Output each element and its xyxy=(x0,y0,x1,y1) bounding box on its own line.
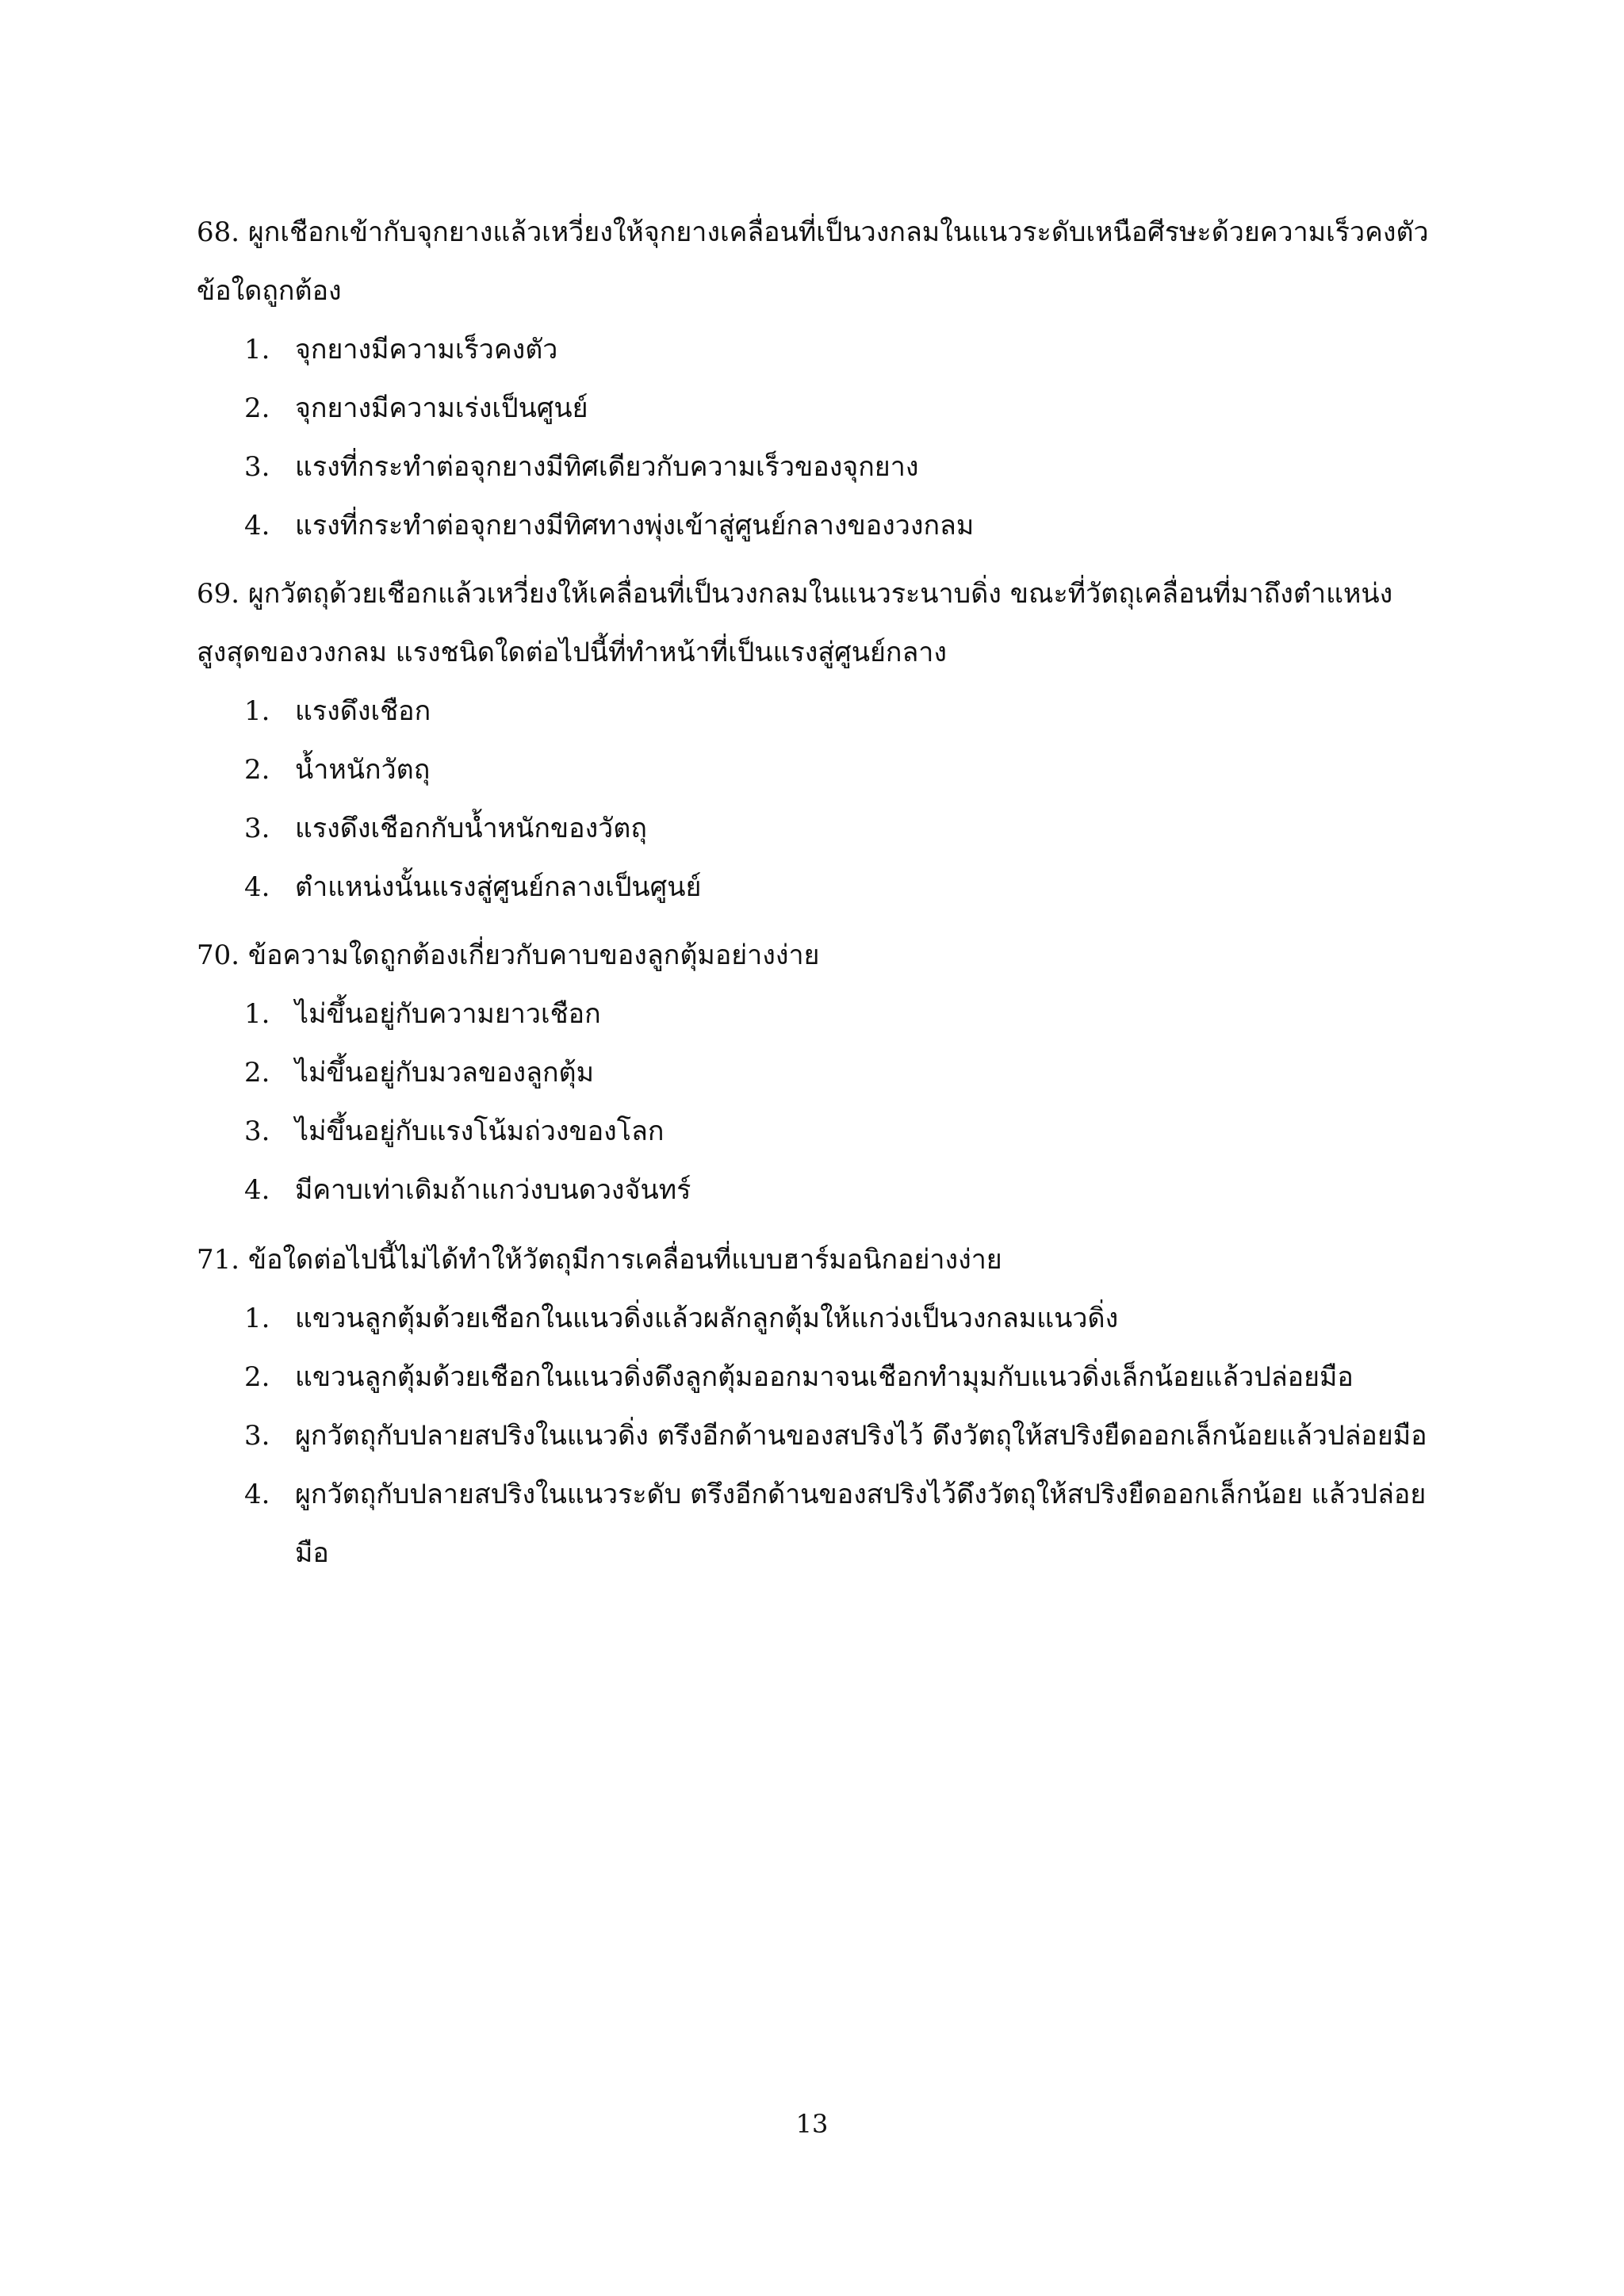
option-text: ไม่ขึ้นอยู่กับแรงโน้มถ่วงของโลก xyxy=(295,1115,665,1147)
option-text: ผูกวัตถุกับปลายสปริงในแนวระดับ ตรึงอีกด้านของสปริงไว้ดึงวัตถุให้สปริงยืดออกเล็กน้อย แล้วปล่อยมือ xyxy=(295,1479,1427,1569)
option-number: 4. xyxy=(244,1174,270,1206)
question-69 xyxy=(197,564,1434,916)
option-item xyxy=(197,1102,1434,1161)
question-70-stem: 70. ข้อความใดถูกต้องเกี่ยวกับคาบของลูกตุ้มอย่างง่าย xyxy=(197,939,820,971)
option-number: 3. xyxy=(244,1115,270,1147)
question-69-options xyxy=(197,682,1434,916)
option-text: ไม่ขึ้นอยู่กับความยาวเชือก xyxy=(295,998,601,1030)
option-item xyxy=(197,1406,1434,1465)
option-text: แรงดึงเชือก xyxy=(295,695,431,727)
question-68 xyxy=(197,203,1434,555)
option-number: 4. xyxy=(244,1479,270,1510)
option-item xyxy=(197,379,1434,438)
option-item xyxy=(197,320,1434,379)
option-text: ผูกวัตถุกับปลายสปริงในแนวดิ่ง ตรึงอีกด้านของสปริงไว้ ดึงวัตถุให้สปริงยืดออกเล็กน้อยแล้วปล่อยมือ xyxy=(295,1420,1427,1452)
option-item xyxy=(197,1161,1434,1219)
option-number: 1. xyxy=(244,1303,270,1334)
option-number: 3. xyxy=(244,451,270,483)
question-70-options xyxy=(197,985,1434,1219)
option-item xyxy=(197,682,1434,740)
question-69-stem: 69. ผูกวัตถุด้วยเชือกแล้วเหวี่ยงให้เคลื่อนที่เป็นวงกลมในแนวระนาบดิ่ง ขณะที่วัตถุเคลื่อนที่มาถึงตำแหน่งสูงสุดของวงกลม แรงชนิดใดต่อไปนี้ที่ทำหน้าที่เป็นแรงสู่ศูนย์กลาง xyxy=(197,578,1393,668)
option-number: 4. xyxy=(244,510,270,541)
option-item xyxy=(197,438,1434,496)
option-text: แรงดึงเชือกกับน้ำหนักของวัตถุ xyxy=(295,813,647,844)
option-item xyxy=(197,985,1434,1043)
option-item xyxy=(197,1465,1434,1582)
option-item xyxy=(197,858,1434,916)
option-number: 1. xyxy=(244,998,270,1030)
option-text: แรงที่กระทำต่อจุกยางมีทิศทางพุ่งเข้าสู่ศูนย์กลางของวงกลม xyxy=(295,510,975,541)
option-item xyxy=(197,799,1434,858)
option-number: 2. xyxy=(244,392,270,424)
option-text: ไม่ขึ้นอยู่กับมวลของลูกตุ้ม xyxy=(295,1057,595,1089)
option-item xyxy=(197,496,1434,555)
option-number: 2. xyxy=(244,754,270,786)
option-text: มีคาบเท่าเดิมถ้าแกว่งบนดวงจันทร์ xyxy=(295,1174,691,1206)
option-text: น้ำหนักวัตถุ xyxy=(295,754,431,786)
question-71-options xyxy=(197,1289,1434,1582)
option-text: แขวนลูกตุ้มด้วยเชือกในแนวดิ่งดึงลูกตุ้มออกมาจนเชือกทำมุมกับแนวดิ่งเล็กน้อยแล้วปล่อยมือ xyxy=(295,1361,1354,1393)
option-item xyxy=(197,740,1434,799)
option-number: 2. xyxy=(244,1361,270,1393)
option-text: จุกยางมีความเร่งเป็นศูนย์ xyxy=(295,392,588,424)
question-71-stem: 71. ข้อใดต่อไปนี้ไม่ได้ทำให้วัตถุมีการเคลื่อนที่แบบฮาร์มอนิกอย่างง่าย xyxy=(197,1244,1002,1276)
option-number: 2. xyxy=(244,1057,270,1089)
option-item xyxy=(197,1289,1434,1348)
question-68-stem: 68. ผูกเชือกเข้ากับจุกยางแล้วเหวี่ยงให้จุกยางเคลื่อนที่เป็นวงกลมในแนวระดับเหนือศีรษะด้วยความเร็วคงตัว ข้อใดถูกต้อง xyxy=(197,216,1429,307)
option-text: จุกยางมีความเร็วคงตัว xyxy=(295,334,558,365)
option-number: 3. xyxy=(244,813,270,844)
option-number: 1. xyxy=(244,334,270,365)
page-number: 13 xyxy=(795,2109,829,2139)
question-71 xyxy=(197,1230,1434,1582)
option-text: แรงที่กระทำต่อจุกยางมีทิศเดียวกับความเร็วของจุกยาง xyxy=(295,451,919,483)
option-text: ตำแหน่งนั้นแรงสู่ศูนย์กลางเป็นศูนย์ xyxy=(295,871,702,903)
option-number: 4. xyxy=(244,871,270,903)
option-number: 3. xyxy=(244,1420,270,1452)
option-item xyxy=(197,1043,1434,1102)
option-number: 1. xyxy=(244,695,270,727)
question-68-options xyxy=(197,320,1434,555)
option-text: แขวนลูกตุ้มด้วยเชือกในแนวดิ่งแล้วผลักลูกตุ้มให้แกว่งเป็นวงกลมแนวดิ่ง xyxy=(295,1303,1119,1334)
option-item xyxy=(197,1348,1434,1406)
question-70 xyxy=(197,926,1434,1219)
